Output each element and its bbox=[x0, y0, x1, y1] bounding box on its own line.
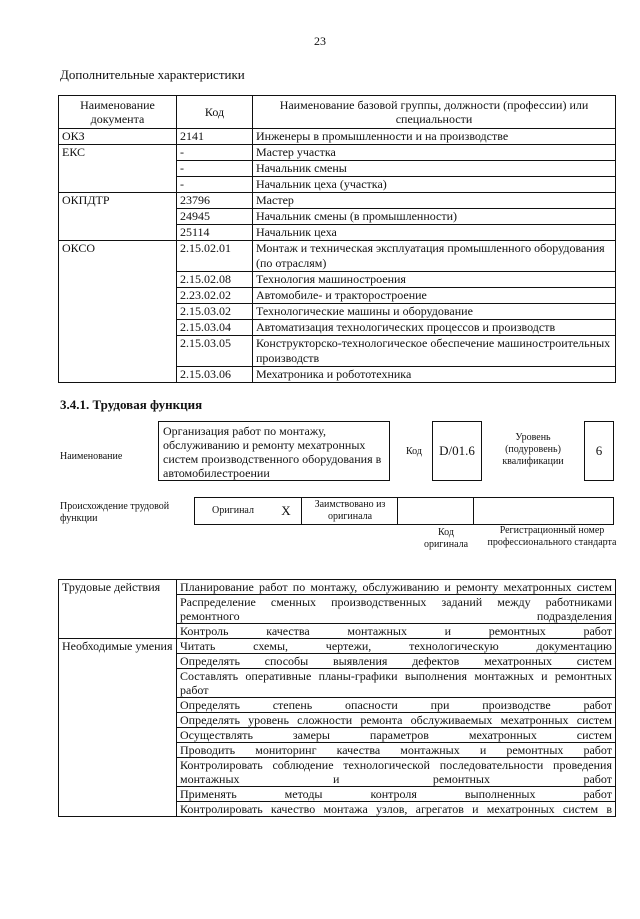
table-row bbox=[59, 129, 616, 145]
labor-action-item: Планирование работ по монтажу, обслуживанию и ремонту мехатронных систем bbox=[177, 580, 616, 595]
labor-action-item: Контроль качества монтажных и ремонтных работ bbox=[177, 624, 616, 639]
document-cell: ОКСО bbox=[59, 241, 177, 383]
origin-box bbox=[194, 497, 614, 525]
reg-number-caption: Регистрационный номер профессионального стандарта bbox=[487, 525, 617, 548]
code-cell: 24945 bbox=[177, 209, 253, 225]
code-cell: 25114 bbox=[177, 225, 253, 241]
table-row bbox=[59, 193, 616, 209]
name-cell: Начальник цеха bbox=[253, 225, 616, 241]
header-document: Наименование документа bbox=[59, 96, 177, 129]
required-skill-item: Определять степень опасности при производстве работ bbox=[177, 698, 616, 713]
document-cell: ЕКС bbox=[59, 145, 177, 193]
borrowed-label: Заимствовано из оригинала bbox=[301, 498, 398, 524]
name-cell: Монтаж и техническая эксплуатация промышленного оборудования (по отраслям) bbox=[253, 241, 616, 272]
additional-characteristics-title: Дополнительные характеристики bbox=[60, 67, 245, 82]
reg-number-cell bbox=[473, 498, 614, 524]
required-skill-item: Применять методы контроля выполненных работ bbox=[177, 787, 616, 802]
labor-action-item: Распределение сменных производственных заданий между работниками ремонтного подразделения bbox=[177, 595, 616, 624]
additional-characteristics-table bbox=[58, 95, 616, 383]
header-code: Код bbox=[177, 96, 253, 129]
required-skill-item: Осуществлять замеры параметров мехатронных систем bbox=[177, 728, 616, 743]
name-cell: Технология машиностроения bbox=[253, 272, 616, 288]
required-skill-item: Контролировать качество монтажа узлов, агрегатов и мехатронных систем в bbox=[177, 802, 616, 817]
labor-action-label: Трудовые действия bbox=[59, 580, 177, 639]
code-cell: 2141 bbox=[177, 129, 253, 145]
code-cell: 2.15.03.06 bbox=[177, 367, 253, 383]
code-cell: 2.15.03.04 bbox=[177, 320, 253, 336]
table-row bbox=[59, 241, 616, 272]
name-cell: Автоматизация технологических процессов и производств bbox=[253, 320, 616, 336]
name-cell: Мастер bbox=[253, 193, 616, 209]
qualification-level-label: Уровень (подуровень) квалификации bbox=[502, 432, 564, 467]
header-name: Наименование базовой группы, должности (профессии) или специальности bbox=[253, 96, 616, 129]
code-cell: 23796 bbox=[177, 193, 253, 209]
name-cell: Конструкторско-технологическое обеспечение машиностроительных производств bbox=[253, 336, 616, 367]
required-skill-item: Контролировать соблюдение технологической последовательности проведения монтажных и ремонтных работ bbox=[177, 758, 616, 787]
code-cell: - bbox=[177, 161, 253, 177]
original-code-cell bbox=[397, 498, 474, 524]
name-cell: Начальник цеха (участка) bbox=[253, 177, 616, 193]
code-cell: 2.15.03.02 bbox=[177, 304, 253, 320]
name-cell: Мехатроника и робототехника bbox=[253, 367, 616, 383]
code-cell: - bbox=[177, 145, 253, 161]
name-cell: Инженеры в промышленности и на производстве bbox=[253, 129, 616, 145]
required-skill-item: Читать схемы, чертежи, технологическую документацию bbox=[177, 639, 616, 654]
required-skill-item: Проводить мониторинг качества монтажных и ремонтных работ bbox=[177, 743, 616, 758]
qualification-level-value: 6 bbox=[584, 421, 614, 481]
origin-label: Происхождение трудовой функции bbox=[60, 501, 170, 524]
name-cell: Автомобиле- и тракторостроение bbox=[253, 288, 616, 304]
page-number: 23 bbox=[314, 34, 326, 48]
table-row bbox=[59, 639, 616, 654]
code-cell: 2.15.02.08 bbox=[177, 272, 253, 288]
section-heading: 3.4.1. Трудовая функция bbox=[60, 397, 203, 412]
function-code-value: D/01.6 bbox=[432, 421, 482, 481]
code-cell: 2.15.02.01 bbox=[177, 241, 253, 272]
required-skill-item: Определять уровень сложности ремонта обслуживаемых мехатронных систем bbox=[177, 713, 616, 728]
required-skill-item: Определять способы выявления дефектов мехатронных систем bbox=[177, 654, 616, 669]
name-cell: Начальник смены bbox=[253, 161, 616, 177]
required-skill-label: Необходимые умения bbox=[59, 639, 177, 817]
original-code-caption: Код оригинала bbox=[423, 527, 469, 550]
code-label: Код bbox=[406, 446, 422, 457]
table-header-row bbox=[59, 96, 616, 129]
function-name-label: Наименование bbox=[60, 451, 123, 462]
code-cell: 2.23.02.02 bbox=[177, 288, 253, 304]
table-row bbox=[59, 580, 616, 595]
original-mark: X bbox=[281, 503, 291, 518]
name-cell: Начальник смены (в промышленности) bbox=[253, 209, 616, 225]
table-row bbox=[59, 145, 616, 161]
name-cell: Мастер участка bbox=[253, 145, 616, 161]
original-label: Оригинал bbox=[212, 505, 254, 516]
document-cell: ОКПДТР bbox=[59, 193, 177, 241]
code-cell: 2.15.03.05 bbox=[177, 336, 253, 367]
code-cell: - bbox=[177, 177, 253, 193]
name-cell: Технологические машины и оборудование bbox=[253, 304, 616, 320]
document-cell: ОКЗ bbox=[59, 129, 177, 145]
function-details-table bbox=[58, 579, 616, 817]
function-name-value: Организация работ по монтажу, обслуживанию и ремонту мехатронных систем производственного оборудования в автомобилестроении bbox=[158, 421, 390, 481]
required-skill-item: Составлять оперативные планы-графики выполнения монтажных и ремонтных работ bbox=[177, 669, 616, 698]
